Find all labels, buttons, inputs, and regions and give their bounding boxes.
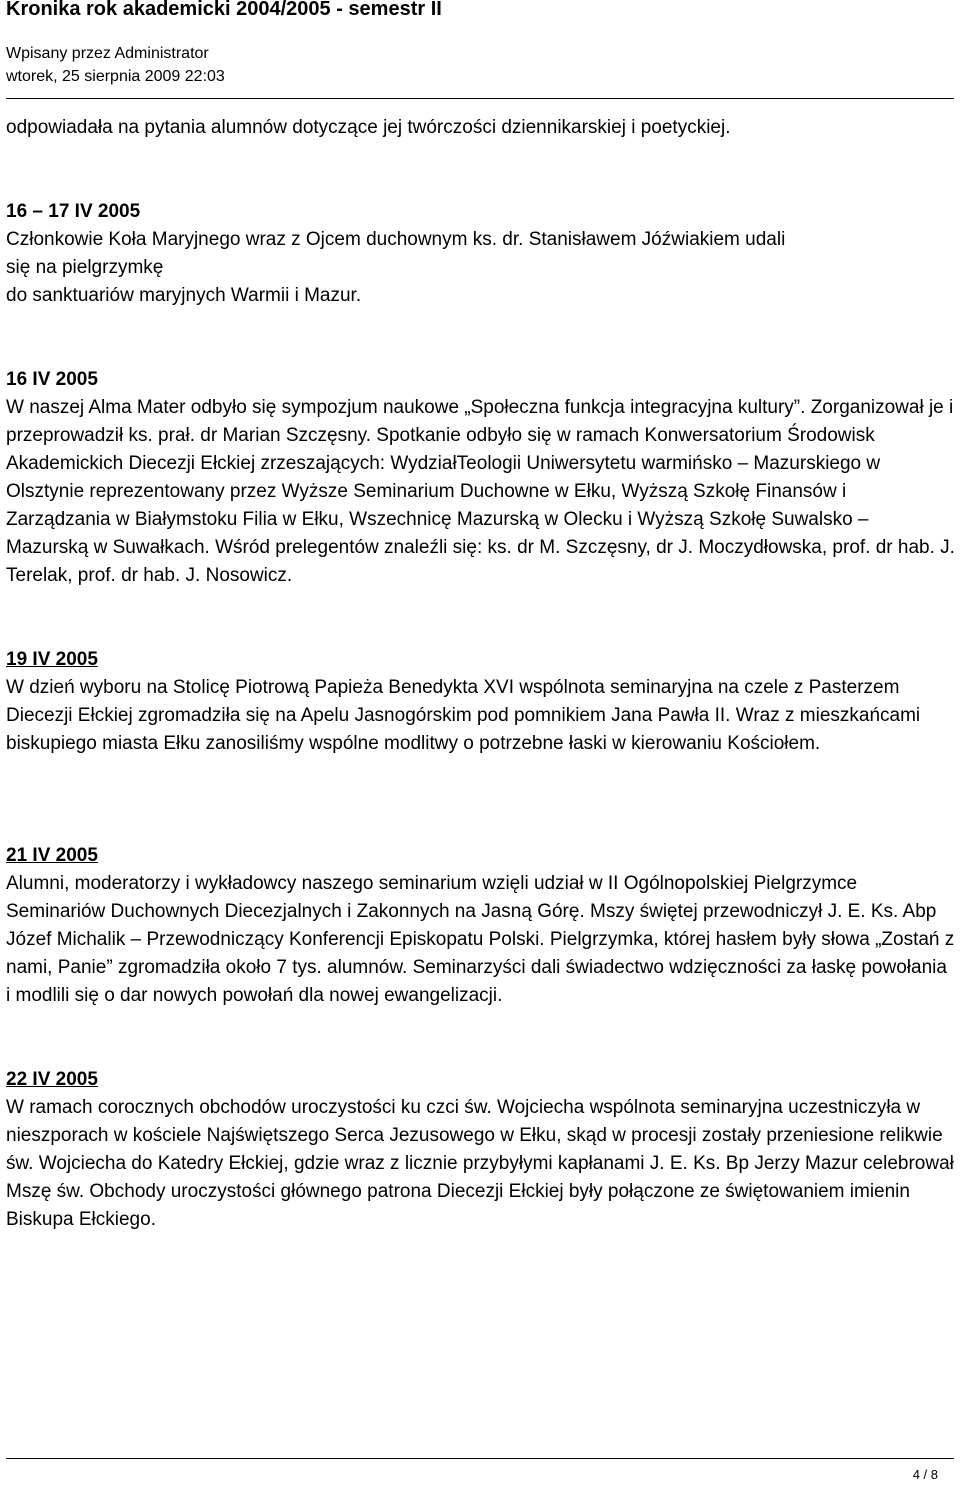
article-body: [6, 114, 956, 1234]
entry-line: Członkowie Koła Maryjnego wraz z Ojcem duchownym ks. dr. Stanisławem Jóźwiakiem udali: [6, 229, 786, 250]
entry-date: 22 IV 2005: [6, 1069, 98, 1090]
page-title: Kronika rok akademicki 2004/2005 - semestr II: [6, 0, 442, 20]
author-line: Wpisany przez Administrator: [6, 45, 209, 62]
footer-divider: [6, 1458, 954, 1459]
entry-19-iv: [6, 646, 956, 758]
entry-line: się na pielgrzymkę: [6, 257, 164, 278]
page-number: 4 / 8: [912, 1467, 938, 1482]
entry-date: 16 – 17 IV 2005: [6, 201, 141, 222]
entry-text: W dzień wyboru na Stolicę Piotrową Papieża Benedykta XVI wspólnota seminaryjna na czele z Pasterzem Diecezji Ełckiej zgromadziła się na Apelu Jasnogórskim pod pomnikiem Jana Pawła II. Wraz z mieszkańcami biskupiego miasta Ełku zanosiliśmy wspólne modlitwy o potrzebne łaski w kierowaniu Kościołem.: [6, 677, 921, 754]
entry-text: W ramach corocznych obchodów uroczystości ku czci św. Wojciecha wspólnota seminaryjna uczestniczyła w nieszporach w kościele Najświętszego Serca Jezusowego w Ełku, skąd w procesji zostały przeniesione relikwie św. Wojciecha do Katedry Ełckiej, gdzie wraz z licznie przybyłymi kapłanami J. E. Ks. Bp Jerzy Mazur celebrował Mszę św. Obchody uroczystości głównego patrona Diecezji Ełckiej były połączone ze świętowaniem imienin Biskupa Ełckiego.: [6, 1097, 954, 1230]
entry-text: W naszej Alma Mater odbyło się sympozjum naukowe „Społeczna funkcja integracyjna kultury”. Zorganizował je i przeprowadził ks. prał. dr Marian Szczęsny. Spotkanie odbyło się w ramach Konwersatorium Środowisk Akademickich Diecezji Ełckiej zrzeszających: WydziałTeologii Uniwersytetu warmińsko – Mazurskiego w Olsztynie reprezentowany przez Wyższe Seminarium Duchowne w Ełku, Wyższą Szkołę Finansów i Zarządzania w Białymstoku Filia w Ełku, Wszechnicę Mazurską w Olecku i Wyższą Szkołę Suwalsko – Mazurską w Suwałkach. Wśród prelegentów znaleźli się: ks. dr M. Szczęsny, dr J. Moczydłowska, prof. dr hab. J. Terelak, prof. dr hab. J. Nosowicz.: [6, 397, 955, 586]
entry-16-17-iv: [6, 198, 956, 310]
entry-date: 19 IV 2005: [6, 649, 98, 670]
entry-date: 21 IV 2005: [6, 845, 98, 866]
entry-text: Alumni, moderatorzy i wykładowcy naszego seminarium wzięli udział w II Ogólnopolskiej Pielgrzymce Seminariów Duchownych Diecezjalnych i Zakonnych na Jasną Górę. Mszy świętej przewodniczył J. E. Ks. Abp Józef Michalik – Przewodniczący Konferencji Episkopatu Polski. Pielgrzymka, której hasłem były słowa „Zostań z nami, Panie” zgromadziła około 7 tys. alumnów. Seminarzyści dali świadectwo wdzięczności za łaskę powołania i modlili się o dar nowych powołań dla nowej ewangelizacji.: [6, 873, 955, 1006]
entry-21-iv: [6, 842, 956, 1010]
entry-line: do sanktuariów maryjnych Warmii i Mazur.: [6, 285, 362, 306]
entry-22-iv: [6, 1066, 956, 1234]
entry-16-iv: [6, 366, 956, 590]
header-divider: [6, 98, 954, 99]
entry-date: 16 IV 2005: [6, 369, 98, 390]
intro-paragraph: odpowiadała na pytania alumnów dotyczące jej twórczości dziennikarskiej i poetyckiej.: [6, 117, 731, 138]
date-line: wtorek, 25 sierpnia 2009 22:03: [6, 68, 225, 85]
